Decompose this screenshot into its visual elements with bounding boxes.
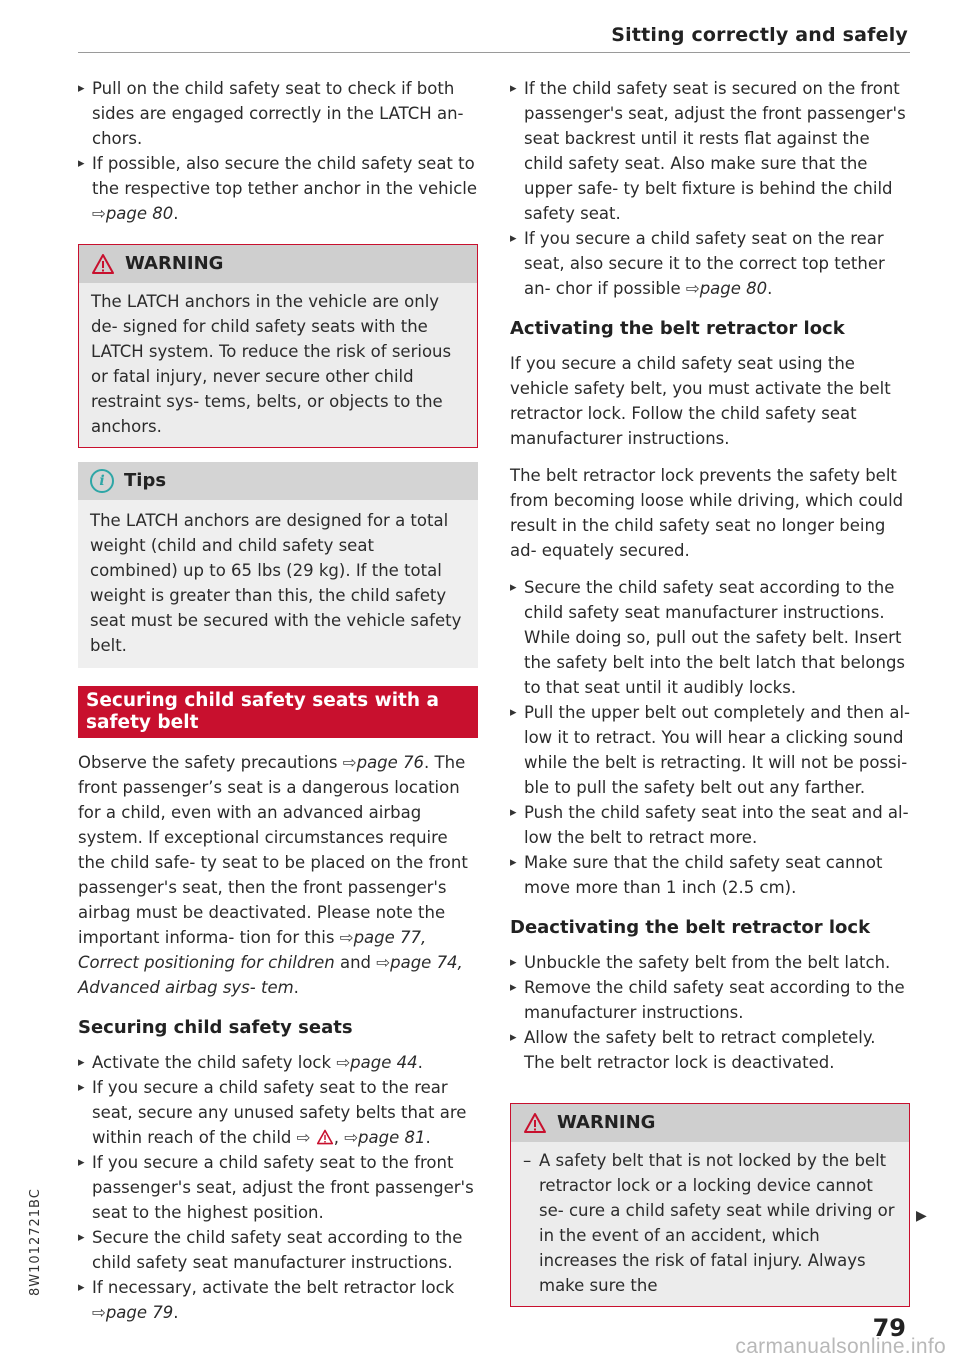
page-reference-link[interactable]: ⇨page 79: [92, 1303, 174, 1322]
warning-list-item: – A safety belt that is not locked by the belt retractor lock or a locking device cannot se- cure a child safety seat while driving or in the event of an accident, which increases the risk of fatal injury. Always make sure the: [523, 1148, 897, 1298]
page-reference-link[interactable]: ⇨page 74, Advanced airbag sys- tem: [78, 953, 463, 997]
right-column: [510, 76, 910, 1321]
header-divider: [78, 52, 910, 53]
page-reference-link[interactable]: ⇨page 80: [92, 204, 174, 223]
arrow-reference-icon: ⇨: [92, 1303, 106, 1322]
list-item: ▸ Unbuckle the safety belt from the belt latch.: [510, 950, 910, 975]
tips-box: [78, 462, 478, 668]
subsection-heading: Activating the belt retractor lock: [510, 318, 845, 339]
arrow-reference-icon: ⇨: [92, 204, 106, 223]
list-item: ▸ Allow the safety belt to retract completely. The belt retractor lock is deactivated.: [510, 1025, 910, 1075]
list-item: ▸ Secure the child safety seat according to the child safety seat manufacturer instructions.: [78, 1225, 478, 1275]
warning-text: [511, 1142, 909, 1306]
subsection-heading: Deactivating the belt retractor lock: [510, 917, 871, 938]
document-code: 8W1012721BC: [28, 1188, 43, 1296]
warning-triangle-icon: [523, 1112, 547, 1134]
activate-steps: [510, 575, 910, 900]
list-item: ▸ Make sure that the child safety seat cannot move more than 1 inch (2.5 cm).: [510, 850, 910, 900]
warning-title: WARNING: [557, 1112, 656, 1133]
arrow-reference-icon: ⇨: [344, 1128, 359, 1147]
subsection-heading: Securing child safety seats: [78, 1017, 353, 1038]
list-item: ▸ If the child safety seat is secured on the front passenger's seat, adjust the front passenger's seat backrest until it rests flat against the child safety seat. Also make sure that the upper safe- ty belt fixture is behind the child safety seat.: [510, 76, 910, 226]
warning-header: [511, 1104, 909, 1142]
watermark: carmanualsonline.info: [735, 1335, 946, 1358]
tips-title: Tips: [124, 470, 167, 491]
arrow-reference-icon: ⇨: [336, 1053, 351, 1072]
page-reference-link[interactable]: ⇨page 77, Correct positioning for children: [78, 928, 427, 972]
warning-triangle-icon: [316, 1129, 334, 1145]
body-paragraph: The belt retractor lock prevents the safety belt from becoming loose while driving, which could result in the child safety seat no longer being ad- equately secured.: [510, 466, 904, 560]
arrow-reference-icon: ⇨: [342, 753, 357, 772]
warning-box: [78, 244, 478, 448]
warning-title: WARNING: [125, 253, 224, 274]
list-item: ▸ Push the child safety seat into the seat and al- low the belt to retract more.: [510, 800, 910, 850]
arrow-reference-icon: ⇨: [376, 953, 391, 972]
arrow-reference-icon: ⇨: [685, 279, 700, 298]
list-item: ▸ Activate the child safety lock ⇨page 44.: [78, 1050, 478, 1075]
page-reference-link[interactable]: ⇨page 76: [342, 753, 425, 772]
warning-header: [79, 245, 477, 283]
list-item: ▸ Pull the upper belt out completely and then al- low it to retract. You will hear a clicking sound while the belt is retracting. It will not be possi- ble to pull the safety belt out any farther.: [510, 700, 910, 800]
list-item: ▸ If you secure a child safety seat to the front passenger's seat, adjust the front passenger's seat to the highest position.: [78, 1150, 478, 1225]
tips-header: [78, 462, 478, 500]
list-item: ▸ If you secure a child safety seat to the rear seat, secure any unused safety belts that are within reach of the child ⇨ , ⇨page 81.: [78, 1075, 478, 1150]
list-item: ▸ Secure the child safety seat according to the child safety seat manufacturer instructions. While doing so, pull out the safety belt. Insert the safety belt into the belt latch that belongs to that seat until it audibly locks.: [510, 575, 910, 700]
tips-info-icon: i: [90, 469, 114, 493]
warning-box: [510, 1103, 910, 1307]
list-item: ▸ Pull on the child safety seat to check if both sides are engaged correctly in the LATCH an- chors.: [78, 76, 478, 151]
warning-triangle-icon: [91, 253, 115, 275]
list-item: ▸ If necessary, activate the belt retractor lock ⇨page 79.: [78, 1275, 478, 1325]
page-number: 79: [872, 1314, 906, 1342]
arrow-reference-icon: ⇨: [296, 1128, 311, 1147]
tips-text: The LATCH anchors are designed for a total weight (child and child safety seat combined) up to 65 lbs (29 kg). If the total weight is greater than this, the child safety seat must be secured with the vehicle safety belt.: [78, 500, 478, 668]
page-reference-link[interactable]: ⇨page 80: [685, 279, 768, 298]
page-reference-link[interactable]: ⇨page 44: [336, 1053, 418, 1072]
body-paragraph: If you secure a child safety seat using the vehicle safety belt, you must activate the belt retractor lock. Follow the child safety seat manufacturer instructions.: [510, 354, 891, 448]
arrow-reference-icon: ⇨: [339, 928, 354, 947]
list-item: ▸ Remove the child safety seat according to the manufacturer instructions.: [510, 975, 910, 1025]
list-item: ▸ If you secure a child safety seat on the rear seat, also secure it to the correct top tether an- chor if possible ⇨page 80.: [510, 226, 910, 301]
body-paragraph: Observe the safety precautions ⇨page 76. The front passenger’s seat is a dangerous location for a child, even with an advanced airbag system. If exceptional circumstances require the child safe- ty seat to be placed on the front passenger's seat, then the front passenger's airbag must be deactivated. Please note the important informa- tion for this ⇨page 77, Correct positioning for children and ⇨page 74, Advanced airbag sys- tem.: [78, 753, 468, 997]
list-item: ▸ If possible, also secure the child safety seat to the respective top tether anchor in the vehicle ⇨page 80.: [78, 151, 478, 226]
warning-text: The LATCH anchors in the vehicle are only de- signed for child safety seats with the LATCH system. To reduce the risk of serious or fatal injury, never secure other child restraint sys- tems, belts, or objects to the anchors.: [79, 283, 477, 447]
section-title: Securing child safety seats with a safety belt: [78, 686, 478, 738]
page-reference-link[interactable]: ⇨page 81: [344, 1128, 426, 1147]
continue-arrow-icon: ▶: [916, 1208, 927, 1224]
running-header: Sitting correctly and safely: [611, 24, 908, 46]
left-column: [78, 76, 478, 1325]
